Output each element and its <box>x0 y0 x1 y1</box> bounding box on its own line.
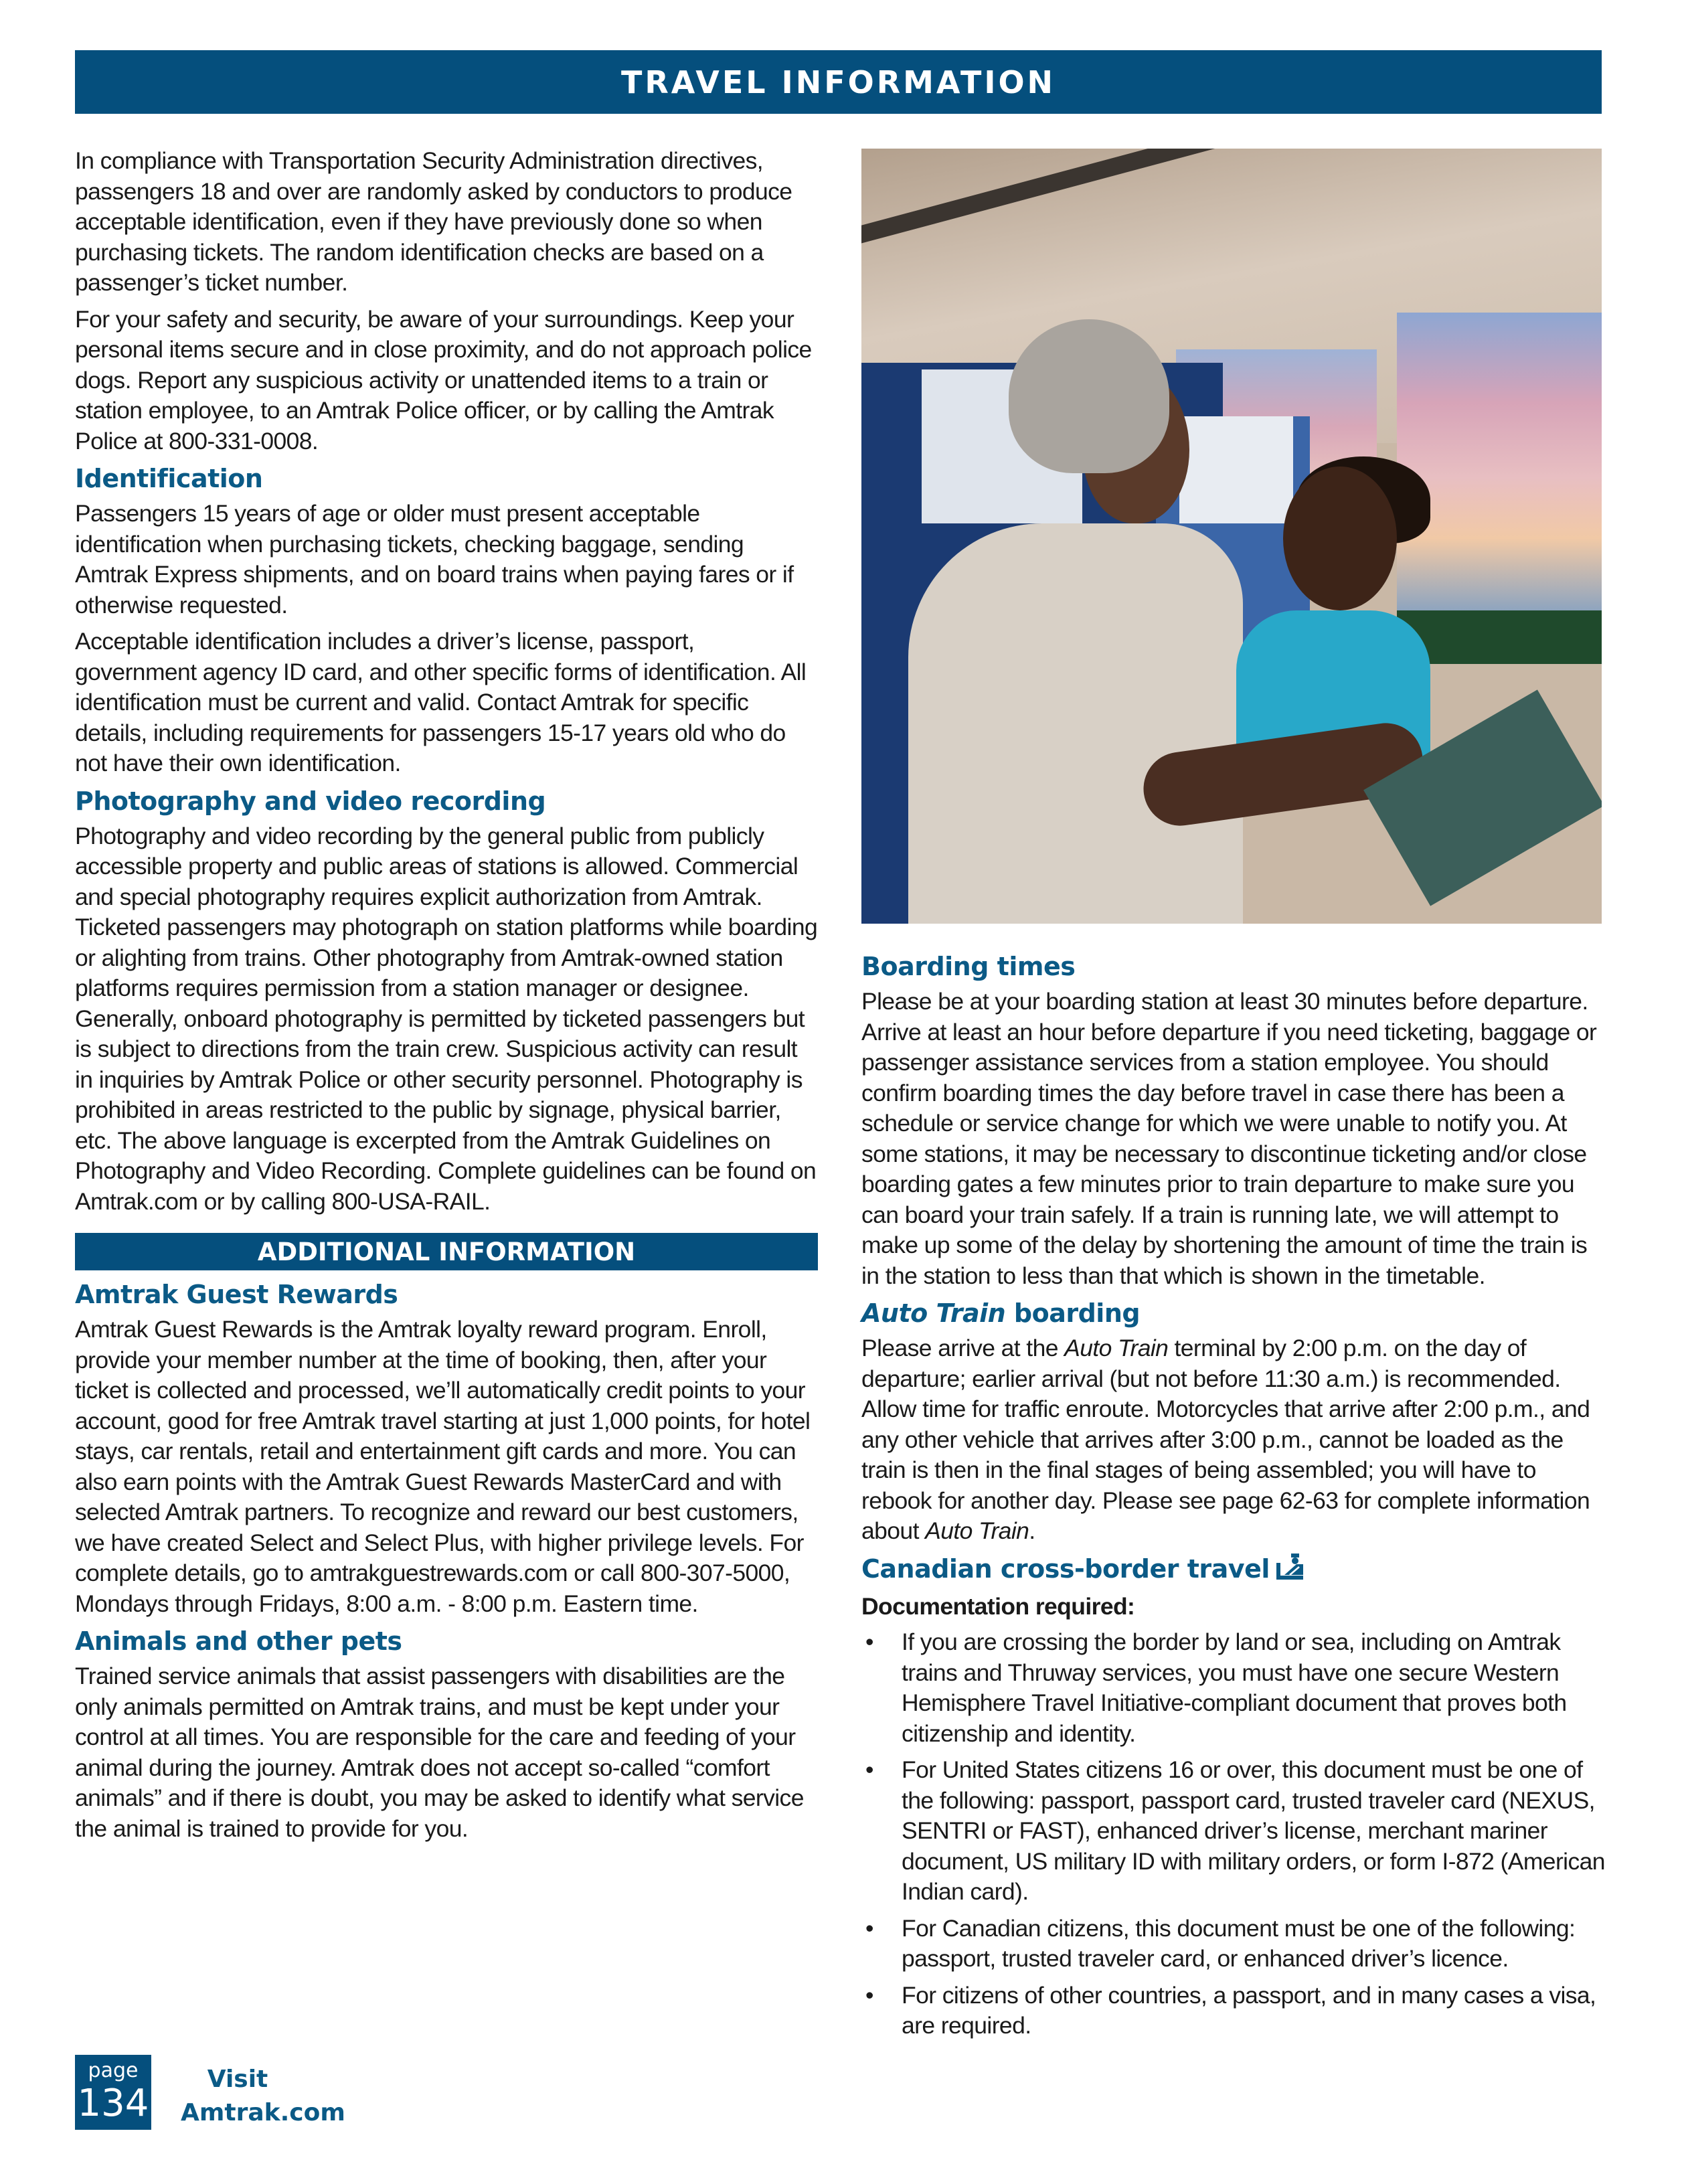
left-column <box>75 146 818 1850</box>
boarding-paragraph: Please be at your boarding station at least 30 minutes before departure. Arrive at least an hour before departure if you need ticketing, baggage or passenger assistance services from a station employee. You should confirm boarding times the day before travel in case there has been a schedule or service change for which we were unable to notify you. At some stations, it may be necessary to discontinue ticketing and/or close boarding gates a few minutes prior to train departure to make sure you can board your train safely. If a train is running late, we will attempt to make up some of the delay by shortening the amount of time the train is in the station to less than that which is shown in the timetable. <box>861 988 1597 1289</box>
photography-section <box>75 785 818 1217</box>
bullet-icon: • <box>865 1914 873 1942</box>
auto-train-heading-rest: boarding <box>1005 1298 1141 1328</box>
intro-paragraph: In compliance with Transportation Security Administration directives, passengers 18 and over are randomly asked by conductors to produce acceptable identification, even if they have previously done so when purchasing tickets. The random identification checks are based on a passenger’s ticket number. <box>75 147 792 296</box>
auto-train-heading-italic: Auto Train <box>861 1298 1006 1328</box>
auto-train-italic: Auto Train <box>1064 1335 1169 1361</box>
identification-section <box>75 463 818 779</box>
auto-train-text: Please arrive at the <box>861 1335 1065 1361</box>
auto-train-text: . <box>1029 1517 1035 1544</box>
right-column <box>861 949 1606 2047</box>
auto-train-section <box>861 1297 1606 1547</box>
section-heading-photography: Photography and video recording <box>75 786 546 816</box>
list-item <box>861 1755 1606 1908</box>
pets-paragraph: Trained service animals that assist passengers with disabilities are the only animals permitted on Amtrak trains, and must be kept under your control at all times. You are responsible for the care and feeding of your animal during the journey. Amtrak does not accept so-called “comfort animals” and if there is doubt, you may be asked to identify what service the animal is trained to provide for you. <box>75 1663 804 1842</box>
section-heading-boarding: Boarding times <box>861 952 1076 981</box>
auto-train-paragraph <box>861 1333 1606 1547</box>
list-item-text: For Canadian citizens, this document must be one of the following: passport, trusted traveler card, or enhanced driver’s licence. <box>902 1914 1576 1972</box>
canada-section <box>861 1553 1606 2041</box>
section-heading-auto-train <box>861 1297 1606 1329</box>
documentation-list <box>861 1627 1606 2041</box>
grandmother-granddaughter-train-photo <box>861 149 1602 924</box>
documentation-required-label: Documentation required: <box>861 1592 1135 1620</box>
bullet-icon: • <box>865 1756 873 1783</box>
visit-amtrak-link[interactable] <box>181 2063 345 2130</box>
page-header-bar <box>75 50 1602 114</box>
visit-label: Visit <box>207 2066 268 2093</box>
photo-girl-face <box>1283 467 1397 610</box>
photo-woman-hair <box>1009 319 1169 473</box>
photography-paragraph: Photography and video recording by the general public from publicly accessible property and public areas of stations is allowed. Commercial and special photography requires explicit authorization from Amtrak. Ticketed passengers may photograph on station platforms while boarding or alighting from trains. Other photography from Amtrak-owned station platforms requires permission from a station manager or designee. Generally, onboard photography is permitted by ticketed passengers but is subject to directions from the train crew. Suspicious activity can result in inquiries by Amtrak Police or other security personnel. Photography is prohibited in areas restricted to the public by signage, physical barrier, etc. The above language is excerpted from the Amtrak Guidelines on Photography and Video Recording. Complete guidelines can be found on Amtrak.com or by calling 800-USA-RAIL. <box>75 822 818 1215</box>
intro-section <box>75 146 818 456</box>
page-number: 134 <box>77 2082 149 2125</box>
guest-rewards-section <box>75 1278 818 1619</box>
auto-train-text: terminal by 2:00 p.m. on the day of departure; earlier arrival (but not before 11:30 a.m.) is recommended. Allow time for traffic enroute. Motorcycles that arrive after 2:00 p.m., and any other vehicle that arrives after 3:00 p.m., cannot be loaded as the train is then in the final stages of being assembled; you will have to rebook for another day. Please see page 62-63 for complete information about <box>861 1335 1590 1544</box>
page-number-badge <box>75 2055 151 2130</box>
section-heading-guest-rewards: Amtrak Guest Rewards <box>75 1280 398 1309</box>
list-item <box>861 1914 1606 1975</box>
identification-paragraph: Passengers 15 years of age or older must present acceptable identification when purchasing tickets, checking baggage, sending Amtrak Express shipments, and on board trains when paying fares or if otherwise requested. <box>75 500 794 618</box>
page-label: page <box>88 2059 139 2082</box>
photo-woman-cardigan <box>908 523 1243 924</box>
list-item-text: For United States citizens 16 or over, this document must be one of the following: passport, passport card, trusted traveler card (NEXUS, SENTRI or FAST), enhanced driver’s license, merchant mariner document, US military ID with military orders, or form I-872 (American Indian card). <box>902 1756 1605 1905</box>
list-item <box>861 1981 1606 2041</box>
photo-window-right <box>1397 313 1602 614</box>
list-item-text: If you are crossing the border by land or sea, including on Amtrak trains and Thruway services, you must have one secure Western Hemisphere Travel Initiative-compliant document that proves both citizenship and identity. <box>902 1628 1567 1747</box>
canada-heading-text: Canadian cross-border travel <box>861 1553 1270 1584</box>
auto-train-italic: Auto Train <box>925 1517 1029 1544</box>
list-item <box>861 1627 1606 1749</box>
intro-paragraph: For your safety and security, be aware of your surroundings. Keep your personal items secure and in close proximity, and do not approach police dogs. Report any suspicious activity or unattended items to a train or station employee, to an Amtrak Police officer, or by calling the Amtrak Police at 800-331-0008. <box>75 305 812 454</box>
additional-information-bar <box>75 1233 818 1270</box>
pets-section <box>75 1625 818 1844</box>
bullet-icon: • <box>865 1628 873 1655</box>
page-title: TRAVEL INFORMATION <box>620 64 1056 100</box>
amtrak-url[interactable]: Amtrak.com <box>181 2099 345 2126</box>
section-heading-identification: Identification <box>75 464 263 493</box>
bullet-icon: • <box>865 1981 873 2009</box>
section-heading-canada <box>861 1553 1606 1588</box>
customs-officer-icon <box>1276 1553 1306 1588</box>
guest-rewards-paragraph: Amtrak Guest Rewards is the Amtrak loyalty reward program. Enroll, provide your member number at the time of booking, then, after your ticket is collected and processed, we’ll automatically credit points to your account, good for free Amtrak travel starting at just 1,000 points, for hotel stays, car rentals, retail and entertainment gift cards and more. You can also earn points with the Amtrak Guest Rewards MasterCard and with selected Amtrak partners. To recognize and reward our best customers, we have created Select and Select Plus, with higher privilege levels. For complete details, go to amtrakguestrewards.com or call 800-307-5000, Mondays through Fridays, 8:00 a.m. - 8:00 p.m. Eastern time. <box>75 1316 811 1617</box>
additional-information-title: ADDITIONAL INFORMATION <box>257 1237 636 1266</box>
list-item-text: For citizens of other countries, a passport, and in many cases a visa, are required. <box>902 1981 1596 2039</box>
photo-headrest-cover-2 <box>1179 416 1293 523</box>
boarding-section <box>861 950 1606 1291</box>
identification-paragraph: Acceptable identification includes a driver’s license, passport, government agency ID card, and other specific forms of identification. All identification must be current and valid. Contact Amtrak for specific details, including requirements for passengers 15-17 years old who do not have their own identification. <box>75 628 807 776</box>
section-heading-pets: Animals and other pets <box>75 1626 402 1656</box>
